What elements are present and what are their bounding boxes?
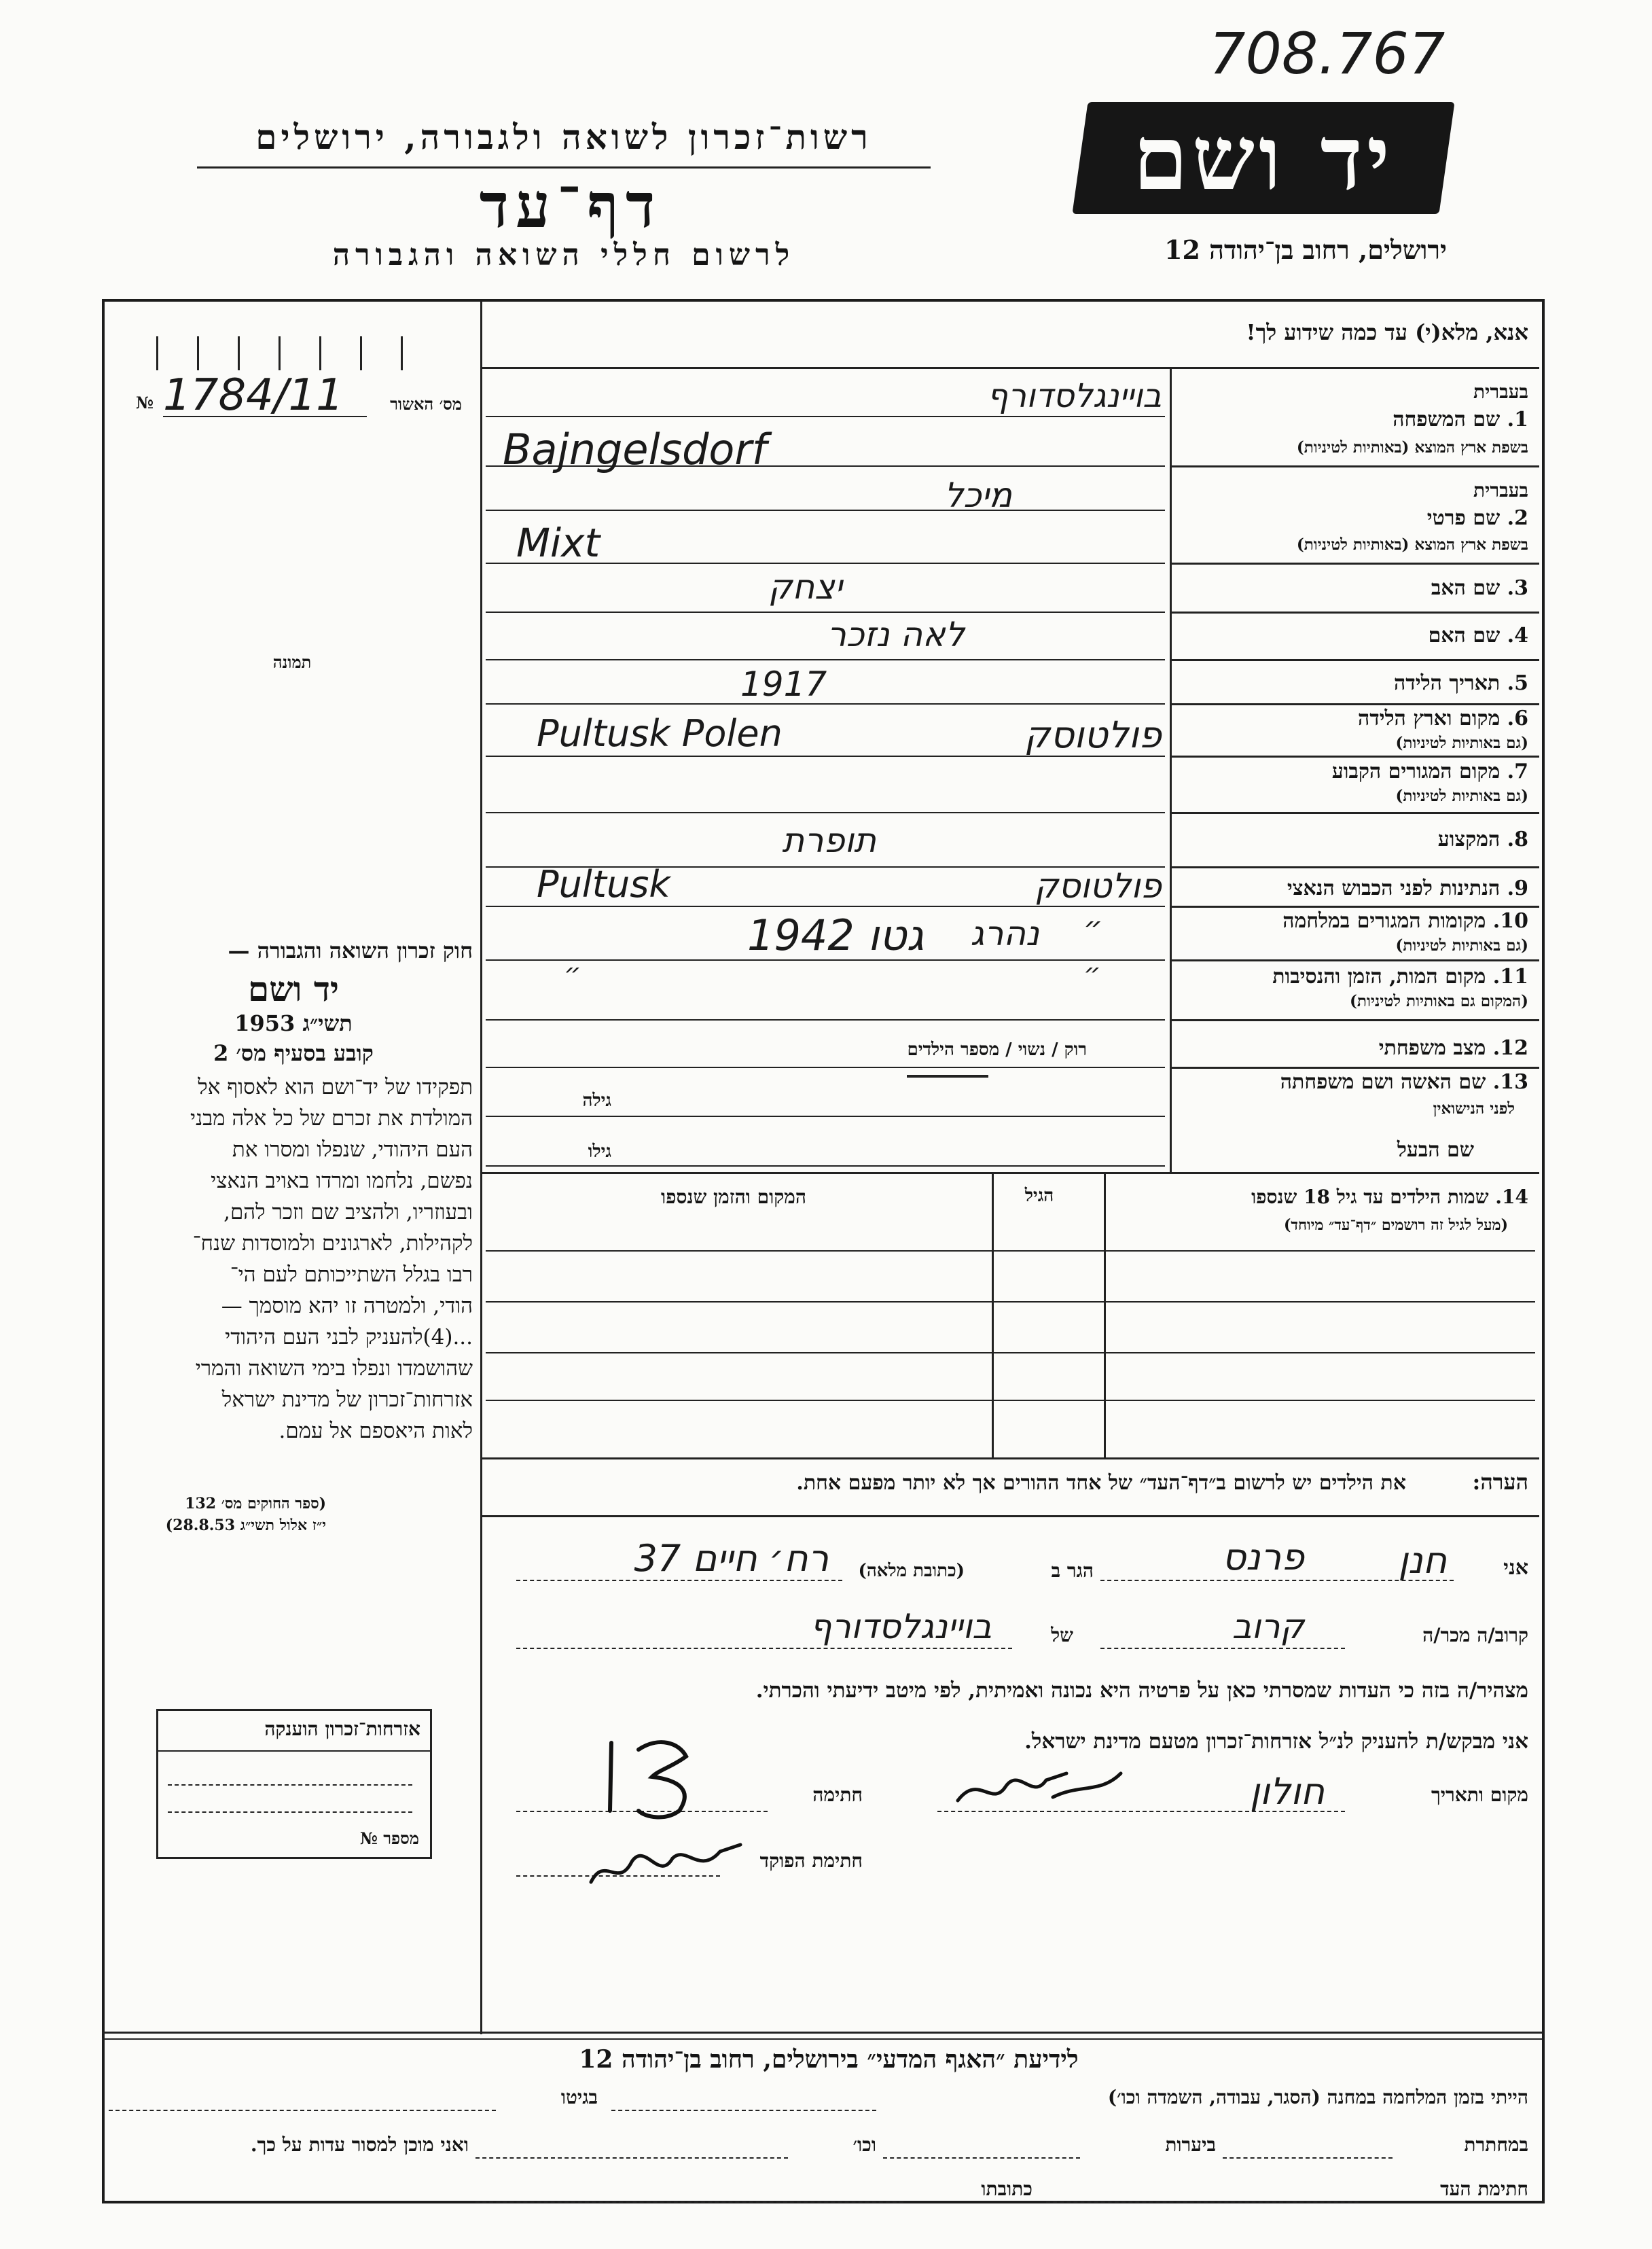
tick [197, 336, 199, 370]
law-line: שהושמדו ונפלו בימי השואה והמרי [195, 1356, 473, 1381]
value-line [486, 659, 1165, 660]
value-line [486, 510, 1165, 511]
husband-age-label: גילו [588, 1141, 611, 1162]
field-10-label: 10. מקומות המגורים במלחמה [1282, 909, 1528, 933]
row-divider [1170, 866, 1539, 868]
field-9-value-hebrew: פולטוסק [1034, 866, 1162, 906]
value-line [486, 1019, 1165, 1021]
declaration-of-label: של [1051, 1624, 1073, 1646]
approval-number-prefix: № [136, 393, 154, 412]
field-4-label: 4. שם האם [1428, 624, 1528, 648]
law-source-2: י״ז אלול תשי״ג 28.8.53) [165, 1517, 326, 1534]
row-divider [1170, 906, 1539, 908]
intro-divider [480, 367, 1539, 369]
row-divider [1170, 1019, 1539, 1021]
field-14-label: 14. שמות הילדים עד גיל 18 שנספו [1251, 1186, 1528, 1208]
footer-top-inner [102, 2038, 1542, 2040]
field-13-sub: לפני הנישואין [1433, 1099, 1515, 1118]
children-col-age: הגיל [1024, 1186, 1054, 1206]
field-2-sub: בשפת ארץ המוצא (באותיות לטיניות) [1296, 535, 1528, 554]
footer-etc-label: וכו׳ [852, 2133, 876, 2156]
row-divider [1170, 612, 1539, 614]
law-line: רבו בגלל השתייכותם לעם הי־ [230, 1262, 473, 1287]
value-line [486, 1165, 1165, 1167]
field-12-handwritten-dash [907, 1075, 988, 1078]
note-bottom [480, 1515, 1539, 1517]
children-row-line [486, 1400, 1535, 1401]
row-divider [1170, 659, 1539, 661]
law-line: המולדת את זכרם של כל אלה מבני [190, 1106, 473, 1131]
value-line [486, 416, 1165, 417]
archive-number: 708.767 [1209, 20, 1446, 87]
citizenship-line-3 [168, 1811, 412, 1813]
law-line: ...(4)להעניק לבני העם היהודי [225, 1325, 473, 1349]
left-column-divider [480, 302, 482, 2034]
approval-number-value: 1784/11 [163, 370, 344, 421]
value-line [486, 906, 1165, 907]
law-title: חוק זכרון השואה והגבורה — [228, 938, 473, 963]
footer-top [102, 2032, 1542, 2034]
logo-text: יד ושם [1132, 106, 1395, 210]
declaration-name-line [1100, 1580, 1454, 1581]
field-13-label: 13. שם האשה ושם משפחתה [1280, 1070, 1528, 1094]
field-7-sub: (גם באותיות לטיניות) [1395, 787, 1528, 805]
row-divider [1170, 812, 1539, 814]
witness-signature [598, 1729, 747, 1824]
law-line: לאות היאספם אל עמם. [279, 1419, 473, 1443]
footer-ghetto-label: בגיטו [560, 2086, 598, 2108]
law-line: לקהילות, לארגונים ולמוסדות שנח־ [192, 1231, 473, 1256]
declaration-relative-value: קרוב [1232, 1607, 1304, 1646]
footer-line1-blank [611, 2110, 876, 2111]
field-5-value: 1917 [740, 665, 827, 704]
law-block [114, 938, 473, 1447]
law-line: ובעוזריו, ולהציב שם וזכר להם, [223, 1200, 473, 1224]
declaration-relative-line [1100, 1648, 1345, 1649]
field-6-value-latin: Pultusk Polen [537, 712, 783, 755]
note-text: את הילדים יש לרשום ב״דף־העד״ של אחד ההורים אך לא יותר מפעם אחת. [796, 1471, 1406, 1495]
children-table-bottom [480, 1457, 1539, 1459]
place-date-value: חולון [1249, 1770, 1325, 1813]
field-1-label: 1. שם המשפחה [1393, 408, 1528, 431]
children-row-line [486, 1301, 1535, 1303]
citizenship-title: אזרחות־זכרון הוענקה [264, 1718, 420, 1740]
field-11-label: 11. מקום המות, הזמן והנסיבות [1272, 965, 1528, 989]
tick [156, 336, 158, 370]
authority-underline [197, 166, 931, 169]
field-9-value-latin: Pultusk [537, 863, 670, 906]
footer-underground-label: במחתרת [1464, 2133, 1528, 2156]
value-line [486, 1116, 1165, 1117]
law-section: קובע בסעיף מס׳ 2 [213, 1040, 374, 1066]
declaration-resident-label: הגר ב [1051, 1559, 1094, 1582]
declaration-request: אני מבקש/ת להעניק לנ״ל אזרחות־זכרון מטעם מדינת ישראל. [1024, 1729, 1528, 1754]
field-11-ditto-left: ״ [564, 958, 581, 989]
row-divider [1170, 465, 1539, 467]
signature-label: חתימה [812, 1784, 863, 1806]
yad-vashem-logo [1072, 102, 1454, 214]
field-6-value-hebrew: פולטוסק [1024, 713, 1162, 756]
footer-underground-blank [1223, 2157, 1393, 2159]
field-1-value-latin: Bajngelsdorf [503, 425, 767, 474]
citizenship-box [156, 1709, 432, 1859]
label-column-divider [1170, 367, 1172, 1172]
officer-signature-label: חתימת הפוקד [759, 1849, 863, 1872]
children-table-top [480, 1172, 1539, 1174]
field-14-sub: (מעל לגיל זה רושמים ״דף־עד״ מיוחד) [1283, 1216, 1508, 1234]
footer-etc-blank [475, 2157, 788, 2159]
field-6-sub: (גם באותיות לטיניות) [1395, 734, 1528, 752]
citizenship-line [158, 1750, 430, 1752]
declaration-first-name: חנן [1398, 1539, 1447, 1582]
declaration-of-value: בויינגלסדורף [810, 1607, 992, 1646]
declaration-full-address-label: (כתובת מלאה) [858, 1561, 965, 1581]
tick [238, 336, 240, 370]
field-7-label: 7. מקום המגורים הקבוע [1331, 760, 1528, 783]
value-line [486, 612, 1165, 613]
place-date-label: מקום ותאריך [1431, 1784, 1528, 1806]
field-8-label: 8. המקצוע [1437, 828, 1528, 851]
tick [360, 336, 362, 370]
row-divider [1170, 703, 1539, 705]
children-col-divider [1104, 1172, 1106, 1457]
value-line [486, 1067, 1165, 1068]
footer-forests-label: ביערות [1165, 2133, 1216, 2156]
field-12-label: 12. מצב משפחתי [1378, 1036, 1528, 1060]
field-2-in-hebrew: בעברית [1473, 479, 1528, 501]
footer-address-label: כתובתו [981, 2178, 1032, 2200]
law-year: תשי״ג 1953 [234, 1010, 353, 1036]
children-row-line [486, 1250, 1535, 1252]
children-col-divider [992, 1172, 994, 1457]
husband-label: שם הבעל [1397, 1138, 1474, 1162]
form-intro: אנא, מלא(י) עד כמה שידוע לך! [1246, 319, 1528, 345]
declaration-last-name: פרנס [1222, 1536, 1304, 1578]
law-line: נפשם, נלחמו ומרדו באויב הנאצי [211, 1169, 473, 1193]
field-2-label: 2. שם פרטי [1426, 506, 1528, 530]
footer-witness-signature-label: חתימת העד [1440, 2178, 1528, 2200]
field-1-value-hebrew: בויינגלסדורף [987, 377, 1162, 415]
row-divider [1170, 959, 1539, 961]
declaration-address-line [516, 1580, 842, 1581]
law-source-1: (ספר החוקים מס׳ 132 [185, 1495, 326, 1512]
field-3-label: 3. שם האב [1431, 576, 1528, 600]
declaration-of-line [516, 1648, 1012, 1649]
footer-heading: לידיעת ״האגף המדעי״ בירושלים, רחוב בן־יהודה 12 [579, 2045, 1079, 2074]
law-text [114, 1072, 473, 1447]
law-name: יד ושם [248, 969, 339, 1009]
field-1-in-hebrew: בעברית [1473, 380, 1528, 403]
header-address: ירושלים, רחוב בן־יהודה 12 [1164, 234, 1447, 265]
citizenship-line-2 [168, 1784, 412, 1786]
footer-ghetto-blank [109, 2110, 496, 2111]
handwritten-place-signature [951, 1760, 1128, 1821]
law-line: אזרחות־זכרון של מדינת ישראל [221, 1387, 473, 1412]
field-2-value-latin: Mixt [516, 520, 600, 566]
field-8-value: תופרת [782, 821, 876, 860]
footer-address-blank [475, 2201, 903, 2203]
declaration-statement: מצהיר/ה בזה כי העדות שמסרתי כאן על פרטיה היא נכונה ואמיתית, לפי מיטב ידיעתי והכרתי. [755, 1678, 1528, 1703]
form-subtitle: לרשום חללי השואה והגבורה [332, 238, 795, 272]
footer-forests-blank [883, 2157, 1080, 2159]
form-title: דף־עד [479, 170, 662, 242]
row-divider [1170, 563, 1539, 565]
children-col-place-time: המקום והזמן שנספו [661, 1186, 806, 1208]
approval-number-label: מס׳ האשור [390, 394, 462, 414]
field-10-sub: (גם באותיות לטיניות) [1395, 936, 1528, 955]
field-11-ditto-right: ״ [1083, 958, 1101, 989]
row-divider [1170, 756, 1539, 758]
footer-willing-to-testify: ואני מוכן למסור עדות על כך. [250, 2133, 469, 2156]
tick [319, 336, 321, 370]
tick [279, 336, 281, 370]
authority-name: רשות־זכרון לשואה ולגבורה, ירושלים [255, 117, 872, 157]
declaration-relative-label: קרוב/ה מכר/ה [1422, 1624, 1528, 1646]
children-row-line [486, 1352, 1535, 1353]
note-label: הערה: [1472, 1469, 1528, 1495]
approval-number-line [163, 416, 367, 417]
citizenship-number: מספר № [359, 1828, 419, 1848]
field-2-value-hebrew: מיכל [944, 476, 1012, 515]
footer-witness-signature-blank [1046, 2201, 1359, 2203]
field-3-value: יצחק [768, 567, 842, 607]
field-11-sub: (המקום גם באותיות לטיניות) [1350, 992, 1528, 1010]
field-12-value: רוק / נשוי / מספר הילדים [907, 1040, 1087, 1060]
tick [401, 336, 403, 370]
field-1-sub: בשפת ארץ המוצא (באותיות לטיניות) [1296, 438, 1528, 457]
field-6-label: 6. מקום וארץ הלידה [1357, 707, 1528, 730]
declaration-i-label: אני [1503, 1556, 1528, 1580]
photo-label: תמונה [272, 652, 312, 672]
field-5-label: 5. תאריך הלידה [1394, 671, 1528, 695]
wife-age-label: גילה [582, 1091, 611, 1111]
law-line: הודי, ולמטרה זו יהא מוסמך — [221, 1294, 473, 1318]
footer-line1: הייתי בזמן המלחמה במחנה (הסגר, עבודה, השמדה וכו׳) [1107, 2086, 1528, 2108]
officer-signature [584, 1835, 747, 1896]
field-9-label: 9. הנתינות לפני הכבוש הנאצי [1287, 876, 1528, 900]
declaration-address-value: רח׳ חיים 37 [634, 1537, 829, 1580]
field-11-value: גטו 1942 [747, 910, 924, 960]
value-line [486, 812, 1165, 813]
law-line: העם היהודי, שנפלו ומסרו את [232, 1137, 473, 1162]
field-11-value-hebrew: נהרג [970, 914, 1039, 953]
law-line: תפקידו של יד־ושם הוא לאסוף אל [198, 1075, 473, 1099]
field-10-ditto-mark: ״ [1083, 910, 1103, 945]
row-divider [1170, 1067, 1539, 1069]
field-4-value: לאה נזכר [827, 615, 965, 654]
